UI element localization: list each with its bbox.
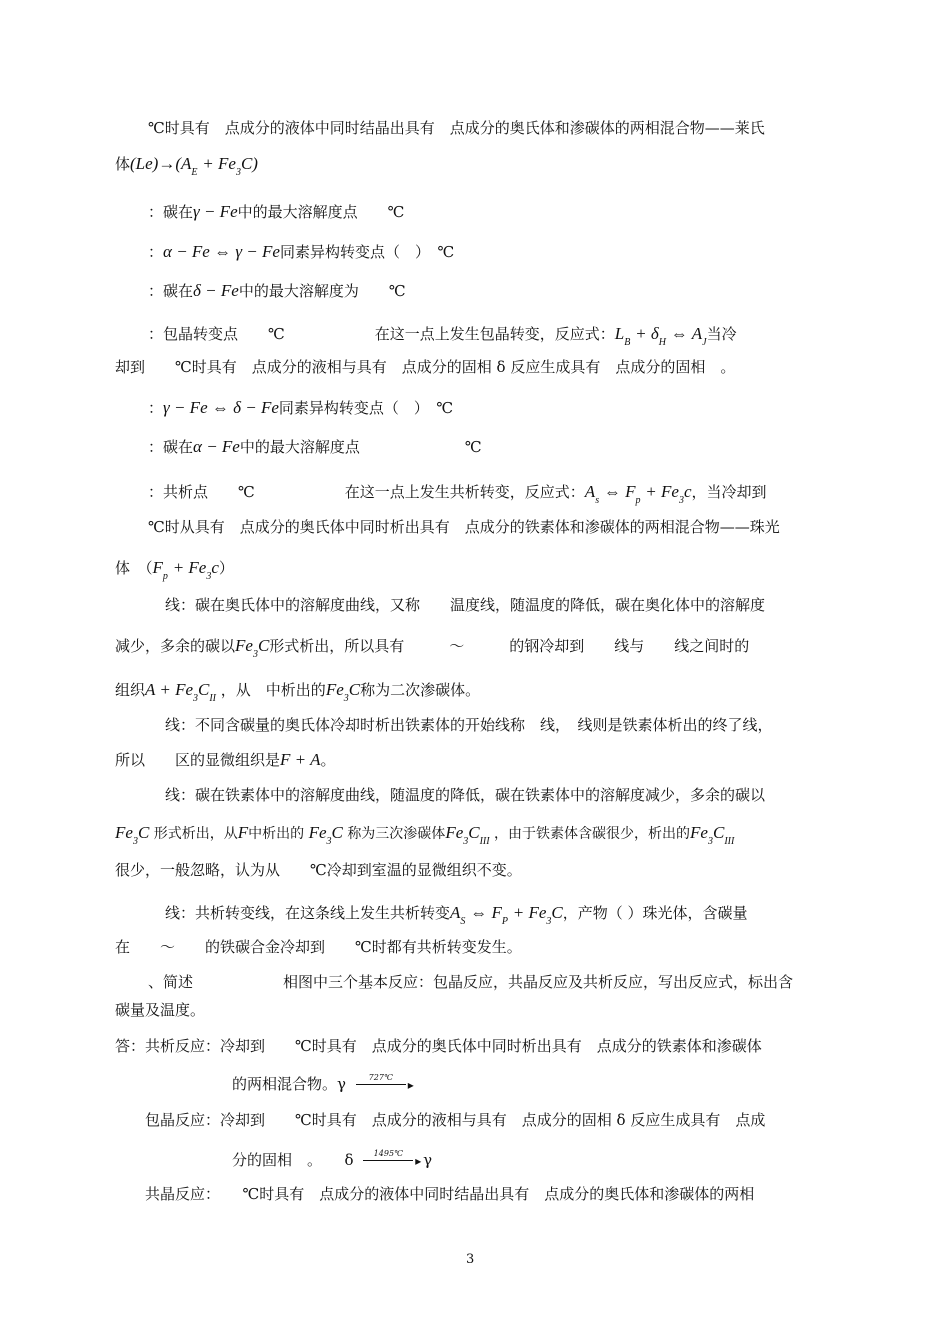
text-line: ：碳在γ − Fe中的最大溶解度点 ℃ [148,202,405,221]
text-line: $Fe_3C$ 形式析出，从F中析出的 $Fe_3C$ 称为三次渗碳体$Fe_3C_{III}$ ，由于铁素体含碳很少，析出的$Fe_3C_{III}$ [115,823,735,847]
text-line: 减少，多余的碳以$Fe_3C$形式析出，所以具有 ～ 的钢冷却到 线与 线之间时的 [115,636,750,660]
text-line: 的两相混合物。γ 727℃ ▸ [232,1074,411,1094]
text-line: 碳量及温度。 [115,1001,206,1019]
text-line: 答：共析反应：冷却到 ℃时具有 点成分的奥氏体中同时析出具有 点成分的铁素体和渗碳体 [115,1037,762,1055]
text-line: ：碳在δ − Fe中的最大溶解度为 ℃ [148,281,406,300]
text-line: ：γ − Fe ⇔ δ − Fe同素异构转变点（ ） ℃ [148,398,454,417]
text-line: ：包晶转变点 ℃ 在这一点上发生包晶转变，反应式：$L_B + \delta_H$ ⇔ $A_J$当冷 [148,324,737,348]
text-line: 组织$A + Fe_3C_{II}$ ，从 中析出的$Fe_3C$称为二次渗碳体。 [115,680,481,704]
text-line: 线：碳在奥氏体中的溶解度曲线，又称 温度线，随温度的降低，碳在奥化体中的溶解度 [165,596,766,614]
text-line: 、简述 相图中三个基本反应：包晶反应，共晶反应及共析反应，写出反应式，标出含 [148,973,794,991]
text-line: ：α − Fe ⇔ γ − Fe同素异构转变点（ ） ℃ [148,242,455,261]
text-line: 在 ～ 的铁碳合金冷却到 ℃时都有共析转变发生。 [115,938,522,956]
text-line: 共晶反应： ℃时具有 点成分的液体中同时结晶出具有 点成分的奥氏体和渗碳体的两相 [145,1185,755,1203]
page-number: 3 [466,1252,475,1267]
text-line: 却到 ℃时具有 点成分的液相与具有 点成分的固相 δ 反应生成具有 点成分的固相 。 [115,358,736,376]
text-line: 线：共析转变线，在这条线上发生共析转变$A_S$ ⇔ $F_P + Fe_3C$，产物（ ）珠光体，含碳量 [165,903,748,927]
text-line: 分的固相 。 δ 1495℃ ▸ γ [232,1150,432,1170]
text-line: ：碳在α − Fe中的最大溶解度点 ℃ [148,437,482,456]
text-line: 体$(Le)\to(A_E + Fe_3C)$ [115,154,258,178]
text-line: 很少，一般忽略，认为从 ℃冷却到室温的显微组织不变。 [115,861,522,879]
text-line: 包晶反应：冷却到 ℃时具有 点成分的液相与具有 点成分的固相 δ 反应生成具有 点成 [145,1111,766,1129]
text-line: 线：不同含碳量的奥氏体冷却时析出铁素体的开始线称 线， 线则是铁素体析出的终了线， [165,716,773,734]
text-line: ℃时具有 点成分的液体中同时结晶出具有 点成分的奥氏体和渗碳体的两相混合物——莱氏 [148,119,765,137]
text-line: 所以 区的显微组织是F + A。 [115,750,336,769]
text-line: 线：碳在铁素体中的溶解度曲线，随温度的降低，碳在铁素体中的溶解度减少，多余的碳以 [165,786,766,804]
reaction-arrow: 727℃ ▸ [351,1074,411,1094]
text-line: 体 $(F_p + Fe_3c)$ [115,558,234,582]
text-line: ：共析点 ℃ 在这一点上发生共析转变，反应式：$A_s$ ⇔ $F_p + Fe_3c$，当冷却到 [148,482,767,506]
text-line: ℃时从具有 点成分的奥氏体中同时析出具有 点成分的铁素体和渗碳体的两相混合物——珠光 [148,518,780,536]
reaction-arrow: 1495℃ ▸ [358,1150,418,1170]
